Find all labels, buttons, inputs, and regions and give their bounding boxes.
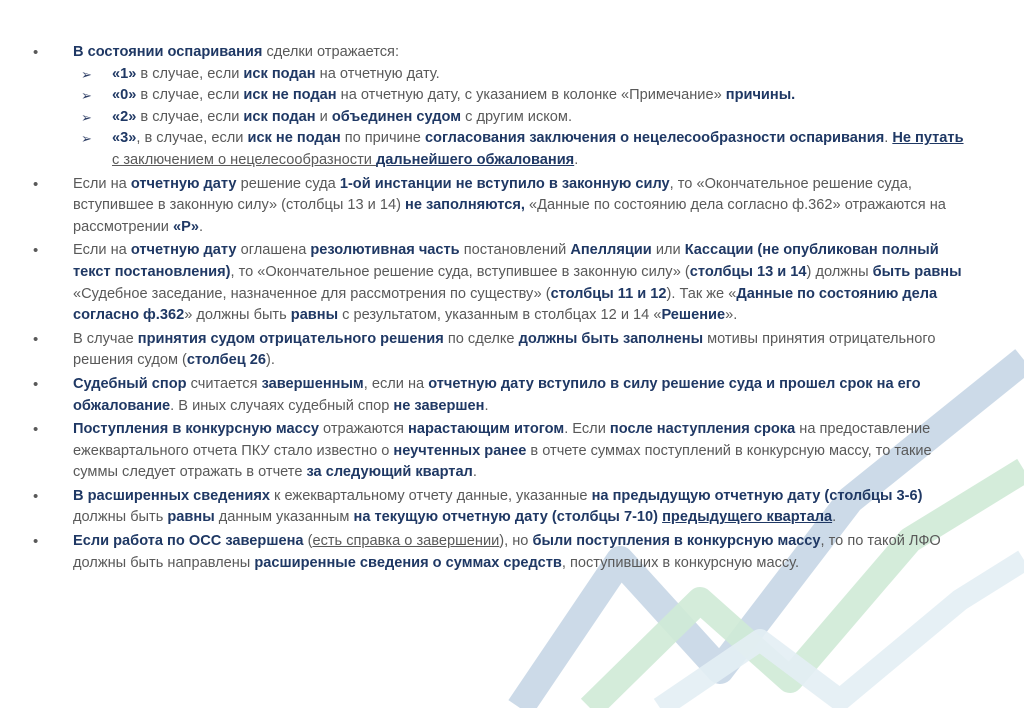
text-run: в случае, если bbox=[136, 108, 244, 125]
text-run: после наступления срока bbox=[609, 421, 796, 438]
sub-item-1 bbox=[73, 64, 970, 86]
bullet-list bbox=[60, 42, 970, 576]
bullet-item-4 bbox=[60, 329, 970, 372]
text-run: «3» bbox=[112, 130, 137, 147]
text-run: » должны быть bbox=[184, 307, 291, 324]
text-run: «1» bbox=[112, 65, 137, 82]
text-run: Решение bbox=[661, 307, 726, 324]
bullet-item-6 bbox=[60, 419, 970, 484]
arrow-bullet-icon: ➢ bbox=[81, 109, 92, 125]
text-run: быть равны bbox=[872, 263, 962, 280]
text-run: по сделке bbox=[443, 330, 519, 347]
text-run: . Если bbox=[564, 421, 610, 438]
text-run: Если работа по ОСС завершена bbox=[73, 533, 304, 550]
text-run: Апелляции bbox=[570, 242, 652, 259]
text-run: не заполняются, bbox=[405, 197, 529, 214]
text-run: Если на bbox=[73, 242, 131, 259]
text-run: 1-ой инстанции не вступило в законную силу bbox=[339, 175, 670, 192]
bullet-item-5 bbox=[60, 374, 970, 417]
text-run: ). bbox=[266, 352, 275, 369]
text-run: с заключением о нецелесообразности bbox=[112, 151, 376, 168]
text-run: столбцы 11 и 12 bbox=[550, 285, 667, 302]
text-run: . bbox=[574, 151, 579, 168]
bullet-item-1 bbox=[60, 42, 970, 172]
sub-item-3 bbox=[73, 107, 970, 129]
bullet-text: • В состоянии оспаривания сделки отражается: bbox=[73, 44, 400, 60]
text-run: В расширенных сведениях bbox=[73, 487, 270, 504]
text-run: ». bbox=[725, 307, 738, 324]
text-run: ). Так же « bbox=[666, 285, 737, 302]
text-run: «2» bbox=[112, 108, 137, 125]
text-run: постановлений bbox=[459, 242, 571, 259]
text-run: . bbox=[198, 218, 204, 235]
text-run: Судебный спор bbox=[73, 375, 187, 392]
text-run: должны быть заполнены bbox=[518, 330, 704, 347]
text-run: , поступивших в конкурсную массу. bbox=[561, 554, 800, 571]
arrow-bullet-icon: ➢ bbox=[81, 88, 92, 104]
text-run: в отчете суммах поступлений в конкурсную массу, то такие суммы следует отражать в отчете bbox=[73, 442, 932, 481]
text-run: на отчетную дату. bbox=[315, 65, 440, 82]
text-run: причины. bbox=[725, 87, 796, 104]
text-run: столбцы 13 и 14 bbox=[689, 263, 807, 280]
text-run: резолютивная часть bbox=[310, 242, 460, 259]
text-run: «Судебное заседание, назначенное для рассмотрения по существу» ( bbox=[73, 285, 551, 302]
text-run: , если на bbox=[363, 375, 429, 392]
text-run: . В иных случаях судебный спор bbox=[170, 397, 394, 414]
text-run: есть справка о завершении bbox=[312, 533, 500, 550]
text-run: завершенным bbox=[261, 375, 364, 392]
text-run: . bbox=[472, 464, 477, 481]
text-run: в случае, если bbox=[136, 87, 244, 104]
text-run: и bbox=[315, 108, 332, 125]
text-run: равны bbox=[167, 509, 215, 526]
bullet-item-8 bbox=[60, 531, 970, 574]
text-run: или bbox=[651, 242, 685, 259]
text-run: , в случае, если bbox=[136, 130, 248, 147]
text-run: объединен судом bbox=[331, 108, 462, 125]
text-run: . bbox=[884, 130, 893, 147]
text-run: Если на bbox=[73, 175, 131, 192]
text-run: В случае bbox=[73, 330, 138, 347]
text-run: «Данные по состоянию дела согласно ф.362» отражаются на рассмотрении bbox=[73, 197, 946, 235]
text-run: нарастающим итогом bbox=[408, 421, 565, 438]
text-run: , то «Окончательное решение суда, вступившее в законную силу» ( bbox=[230, 263, 690, 280]
text-run: в случае, если bbox=[136, 65, 244, 82]
text-run: , то «Окончательное решение суда, вступившее в законную силу» (столбцы 13 и 14) bbox=[73, 175, 912, 214]
text-run: были поступления в конкурсную массу bbox=[532, 533, 821, 550]
bullet-item-7 bbox=[60, 486, 970, 529]
text-run: предыдущего квартала bbox=[662, 509, 833, 526]
bullet-item-3 bbox=[60, 240, 970, 326]
text-run: ), но bbox=[499, 533, 533, 550]
text-run: столбец 26 bbox=[186, 352, 267, 369]
text-run: на предыдущую отчетную дату (столбцы 3-6) bbox=[591, 487, 923, 504]
text-run: отчетную дату bbox=[130, 242, 237, 259]
bullet-item-2 bbox=[60, 174, 970, 239]
text-run: равны bbox=[290, 307, 339, 324]
text-run: иск подан bbox=[243, 108, 316, 125]
text-run: мотивы принятия отрицательного решения судом ( bbox=[73, 330, 936, 369]
text-run: ) должны bbox=[806, 263, 873, 280]
text-run: на предоставление ежеквартального отчета ПКУ стало известно о bbox=[73, 421, 931, 459]
text-run: иск не подан bbox=[243, 87, 337, 104]
text-run: согласования заключения о нецелесообразности оспаривания bbox=[424, 130, 885, 147]
text-run: отчетную дату вступило в силу решение суда и прошел срок на его обжалование bbox=[73, 375, 921, 414]
text-run: с другим иском. bbox=[461, 108, 572, 125]
text-run: неучтенных ранее bbox=[393, 442, 527, 459]
text-run: данным указанным bbox=[214, 509, 354, 526]
text-run: к ежеквартальному отчету данные, указанные bbox=[269, 487, 592, 504]
sub-list bbox=[73, 64, 970, 172]
text-run: дальнейшего обжалования bbox=[375, 151, 575, 168]
text-run: на текущую отчетную дату (столбцы 7-10) bbox=[353, 509, 659, 526]
text-run: Кассации (не опубликован полный текст постановления) bbox=[73, 242, 939, 280]
text-run: Не путать bbox=[892, 130, 964, 147]
text-run: считается bbox=[186, 375, 262, 392]
text-run: , то по такой ЛФО должны быть направлены bbox=[73, 533, 941, 571]
text-run: иск подан bbox=[243, 65, 316, 82]
text-run: оглашена bbox=[236, 242, 311, 259]
text-run: Поступления в конкурсную массу bbox=[73, 421, 319, 438]
text-run: иск не подан bbox=[247, 130, 341, 147]
text-run: «Р» bbox=[173, 218, 199, 235]
sub-item-2 bbox=[73, 85, 970, 107]
text-run: ( bbox=[303, 533, 313, 550]
text-run: за следующий квартал bbox=[306, 464, 473, 481]
text-run: должны быть bbox=[73, 509, 168, 526]
text-run: на отчетную дату, с указанием в колонке «Примечание» bbox=[336, 87, 726, 104]
text-run: Данные по состоянию дела согласно ф.362 bbox=[73, 285, 938, 324]
arrow-bullet-icon: ➢ bbox=[81, 131, 92, 147]
text-run: принятия судом отрицательного решения bbox=[137, 330, 444, 347]
text-run: расширенные сведения о суммах средств bbox=[254, 554, 562, 571]
text-run: . bbox=[484, 397, 489, 414]
text-run: отражаются bbox=[318, 421, 409, 438]
text-run: по причине bbox=[340, 130, 425, 147]
arrow-bullet-icon: ➢ bbox=[81, 66, 92, 82]
text-run: не завершен bbox=[393, 397, 485, 414]
sub-item-4 bbox=[73, 128, 970, 171]
text-run: «0» bbox=[112, 87, 137, 104]
text-run: отчетную дату bbox=[130, 175, 237, 192]
text-run: с результатом, указанным в столбцах 12 и 14 « bbox=[338, 307, 662, 324]
text-run: решение суда bbox=[236, 175, 340, 192]
text-run: . bbox=[832, 509, 837, 526]
